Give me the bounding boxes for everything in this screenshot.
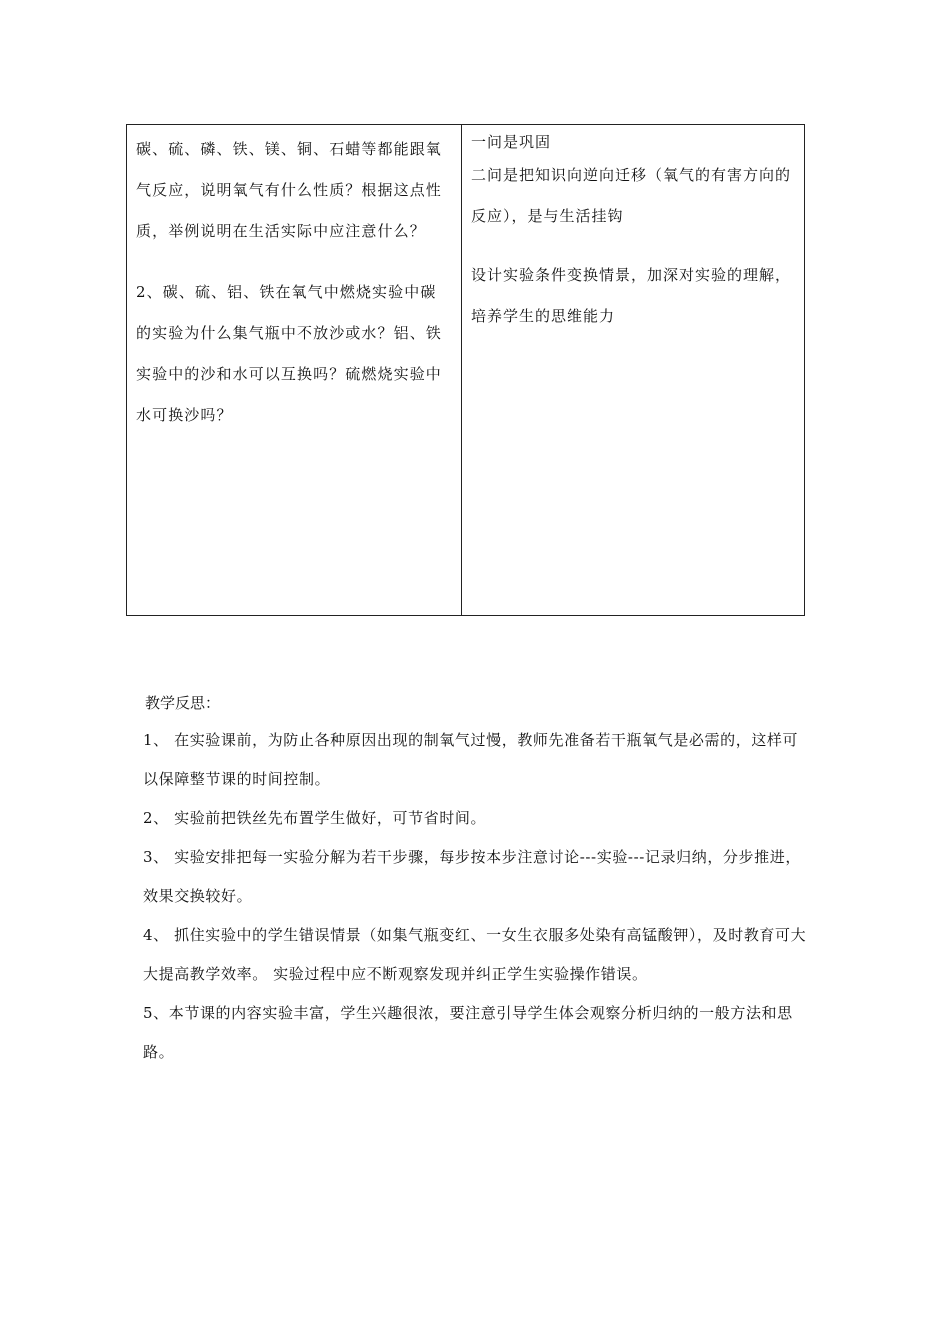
intent-line-1: 一问是巩固 bbox=[471, 133, 552, 151]
question-paragraph-2: 2、碳、硫、铝、铁在氧气中燃烧实验中碳的实验为什么集气瓶中不放沙或水？铝、铁实验中的沙和水可以互换吗？硫燃烧实验中水可换沙吗？ bbox=[136, 283, 442, 424]
reflection-item-2: 2、 实验前把铁丝先布置学生做好，可节省时间。 bbox=[143, 809, 487, 827]
reflection-item-5: 5、本节课的内容实验丰富，学生兴趣很浓，要注意引导学生体会观察分析归纳的一般方法和思路。 bbox=[143, 1004, 793, 1061]
intent-cell bbox=[462, 125, 804, 615]
intent-line-3: 设计实验条件变换情景，加深对实验的理解，培养学生的思维能力 bbox=[471, 266, 792, 325]
question-cell bbox=[127, 125, 462, 615]
teaching-reflection bbox=[143, 692, 813, 1072]
reflection-item-4: 4、 抓住实验中的学生错误情景（如集气瓶变红、一女生衣服多处染有高锰酸钾），及时教育可大大提高教学效率。 实验过程中应不断观察发现并纠正学生实验操作错误。 bbox=[143, 926, 807, 983]
reflection-item-1: 1、 在实验课前，为防止各种原因出现的制氧气过慢，教师先准备若干瓶氧气是必需的，这样可以保障整节课的时间控制。 bbox=[143, 731, 799, 788]
lesson-table bbox=[126, 124, 805, 616]
reflection-title: 教学反思： bbox=[145, 694, 221, 712]
question-paragraph-1: 碳、硫、磷、铁、镁、铜、石蜡等都能跟氧气反应，说明氧气有什么性质？根据这点性质，举例说明在生活实际中应注意什么？ bbox=[136, 140, 442, 240]
intent-line-2: 二问是把知识向逆向迁移（氧气的有害方向的反应），是与生活挂钩 bbox=[471, 166, 792, 225]
reflection-item-3: 3、 实验安排把每一实验分解为若干步骤，每步按本步注意讨论---实验---记录归纳，分步推进，效果交换较好。 bbox=[143, 848, 801, 905]
